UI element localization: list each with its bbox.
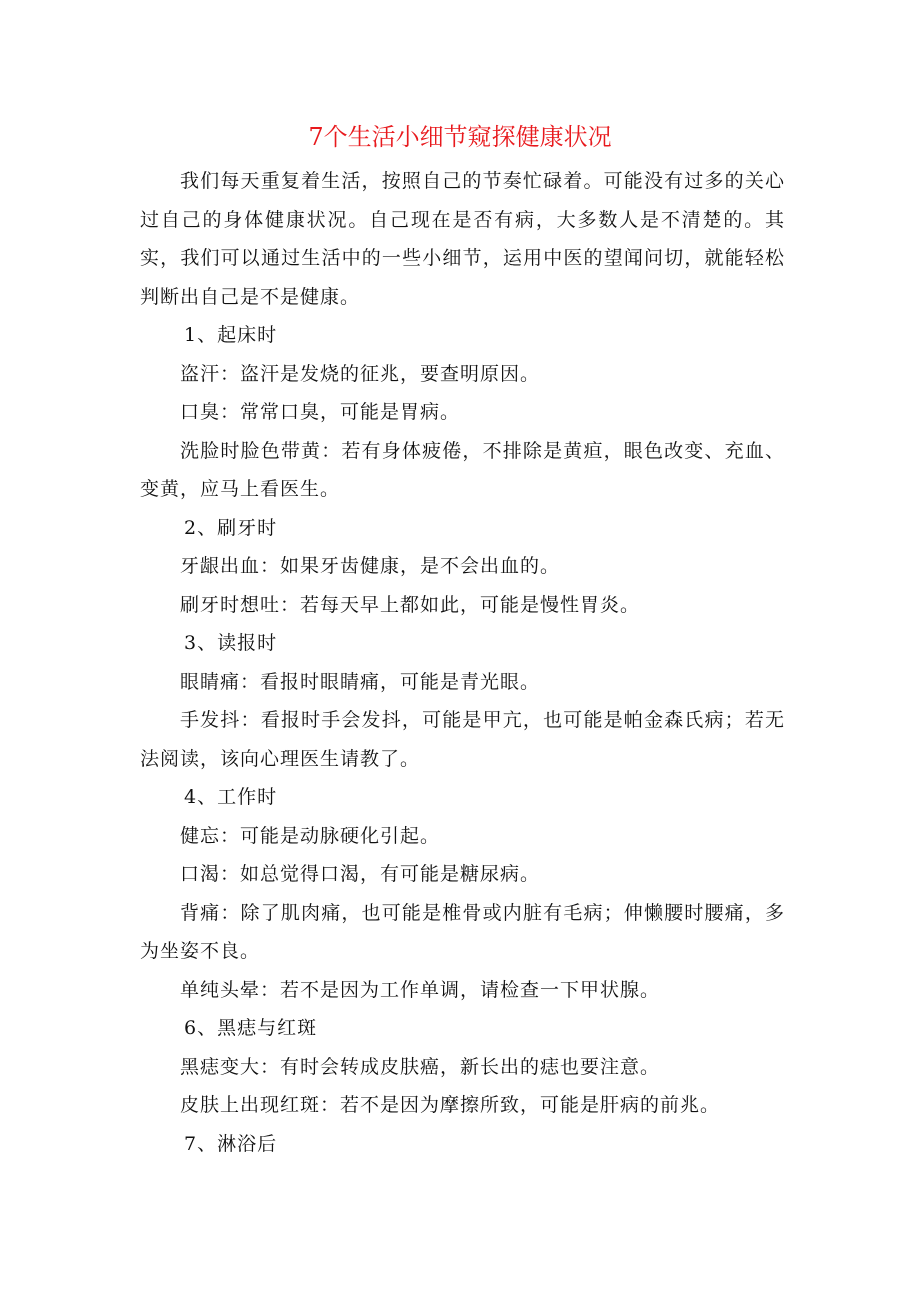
paragraph-mole-growth: 黑痣变大：有时会转成皮肤癌，新长出的痣也要注意。 (180, 1055, 661, 1078)
section-heading-moles-red-spots: 6、黑痣与红斑 (184, 1017, 318, 1039)
paragraph-gum-bleeding: 牙龈出血：如果牙齿健康，是不会出血的。 (180, 555, 561, 577)
section-heading-reading-paper: 3、读报时 (184, 632, 278, 654)
paragraph-forgetfulness: 健忘：可能是动脉硬化引起。 (180, 824, 441, 847)
paragraph-eye-pain: 眼睛痛：看报时眼睛痛，可能是青光眼。 (180, 670, 541, 693)
document-title: 7个生活小细节窥探健康状况 (308, 123, 612, 151)
paragraph-hand-tremor: 手发抖：看报时手会发抖，可能是甲亢，也可能是帕金森氏病；若无法阅读，该向心理医生请教了。 (140, 709, 785, 770)
section-heading-brushing-teeth: 2、刷牙时 (184, 516, 278, 539)
paragraph-dizziness: 单纯头晕：若不是因为工作单调，请检查一下甲状腺。 (180, 978, 661, 1001)
paragraph-bad-breath: 口臭：常常口臭，可能是胃病。 (180, 401, 461, 423)
paragraph-thirst: 口渴：如总觉得口渴，有可能是糖尿病。 (180, 863, 541, 885)
paragraph-yellow-face: 洗脸时脸色带黄：若有身体疲倦，不排除是黄疸，眼色改变、充血、变黄，应马上看医生。 (140, 439, 785, 500)
section-heading-getting-up: 1、起床时 (184, 324, 278, 346)
section-heading-working: 4、工作时 (184, 786, 278, 808)
paragraph-nausea: 刷牙时想吐：若每天早上都如此，可能是慢性胃炎。 (180, 593, 641, 616)
paragraph-back-pain: 背痛：除了肌肉痛，也可能是椎骨或内脏有毛病；伸懒腰时腰痛，多为坐姿不良。 (140, 901, 785, 962)
section-heading-after-shower: 7、淋浴后 (184, 1132, 278, 1155)
intro-paragraph: 我们每天重复着生活，按照自己的节奏忙碌着。可能没有过多的关心过自己的身体健康状况。自己现在是否有病，大多数人是不清楚的。其实，我们可以通过生活中的一些小细节，运用中医的望闻问切，就能轻松判断出自己是不是健康。 (140, 170, 785, 308)
paragraph-red-spots: 皮肤上出现红斑：若不是因为摩擦所致，可能是肝病的前兆。 (180, 1094, 721, 1116)
paragraph-night-sweats: 盗汗：盗汗是发烧的征兆，要查明原因。 (180, 362, 541, 385)
document-body (140, 162, 785, 1163)
